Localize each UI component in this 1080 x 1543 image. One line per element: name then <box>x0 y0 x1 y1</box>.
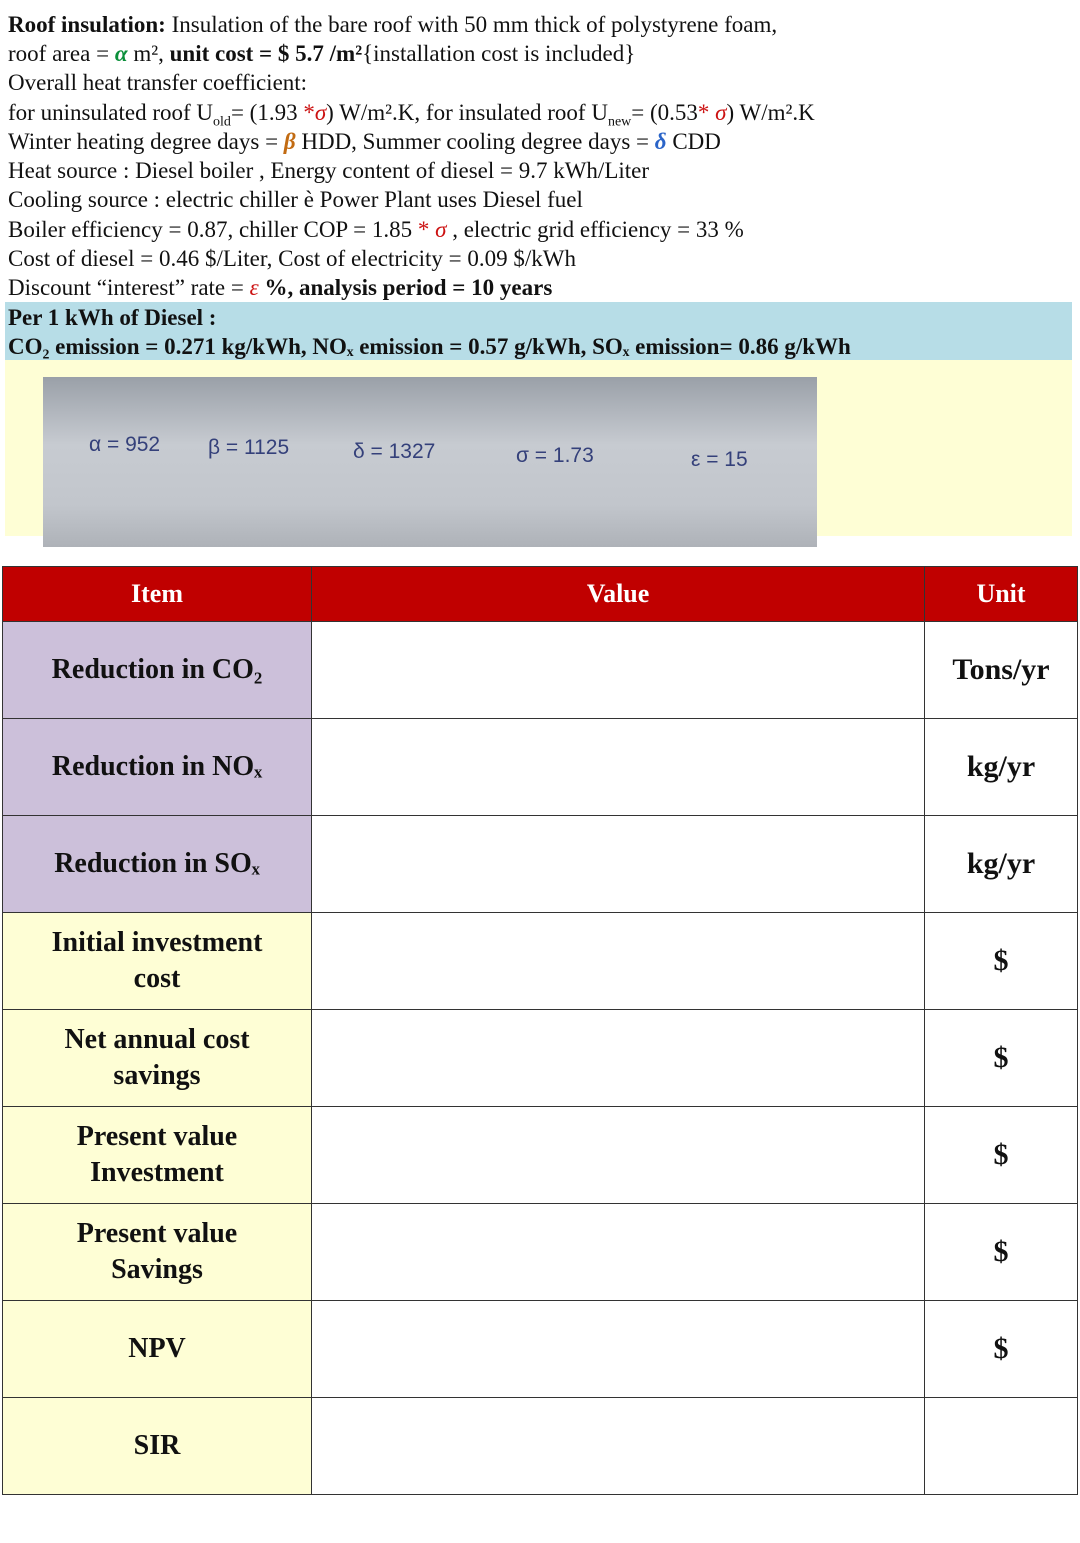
multiply-star: * <box>303 100 315 125</box>
u-old-label: for uninsulated roof U <box>8 100 214 125</box>
u-new-value: = (0.53 <box>631 100 698 125</box>
alpha-symbol: α <box>114 41 128 66</box>
problem-line-8 <box>8 215 744 244</box>
analysis-period: %, analysis period = 10 years <box>258 275 553 300</box>
u-old-subscript: old <box>213 114 231 130</box>
emission-title: Per 1 kWh of Diesel : <box>8 305 217 330</box>
roof-area-label: roof area = <box>8 41 115 66</box>
row-item: SIR <box>3 1398 312 1495</box>
problem-line-6: Heat source : Diesel boiler , Energy content of diesel = 9.7 kWh/Liter <box>8 158 650 183</box>
row-item: Reduction in SOₓ <box>3 816 312 913</box>
row-item-line-2: Savings <box>111 1254 203 1285</box>
problem-line-1-text: Insulation of the bare roof with 50 mm thick of polystyrene foam, <box>165 12 778 37</box>
delta-symbol: δ <box>654 129 667 154</box>
row-value[interactable] <box>312 719 925 816</box>
cdd-unit: CDD <box>666 129 721 154</box>
epsilon-value: ε = 15 <box>691 448 748 471</box>
beta-value: β = 1125 <box>208 436 290 459</box>
results-table <box>2 566 1078 1495</box>
u-new-unit: ) W/m².K <box>726 100 815 125</box>
installation-note: {installation cost is included} <box>362 41 636 66</box>
hdd-label: Winter heating degree days = <box>8 129 284 154</box>
problem-line-4 <box>8 98 815 130</box>
problem-line-7: Cooling source : electric chiller è Power Plant uses Diesel fuel <box>8 187 583 212</box>
problem-line-9: Cost of diesel = 0.46 $/Liter, Cost of electricity = 0.09 $/kWh <box>8 246 576 271</box>
problem-line-3: Overall heat transfer coefficient: <box>8 70 308 95</box>
table-row <box>3 1398 1078 1495</box>
efficiency-text: Boiler efficiency = 0.87, chiller COP = 1.85 <box>8 217 418 242</box>
row-item-line-1: Present value <box>76 1121 238 1152</box>
row-unit: $ <box>925 1204 1078 1301</box>
row-unit: $ <box>925 1107 1078 1204</box>
row-unit: $ <box>925 913 1078 1010</box>
row-unit: $ <box>925 1010 1078 1107</box>
header-value: Value <box>312 567 925 622</box>
row-item: Reduction in NOₓ <box>3 719 312 816</box>
unit-cost: unit cost = $ 5.7 /m² <box>169 41 363 66</box>
row-item <box>3 1107 312 1204</box>
emission-values: CO₂ emission = 0.271 kg/kWh, NOₓ emission = 0.57 g/kWh, SOₓ emission= 0.86 g/kWh <box>8 334 851 359</box>
table-row <box>3 816 1078 913</box>
table-row <box>3 1010 1078 1107</box>
multiply-star: * <box>417 217 430 242</box>
alpha-value: α = 952 <box>89 433 161 456</box>
table-row <box>3 913 1078 1010</box>
row-unit: kg/yr <box>925 719 1078 816</box>
row-item: Reduction in CO₂ <box>3 622 312 719</box>
row-value[interactable] <box>312 1010 925 1107</box>
table-row <box>3 1301 1078 1398</box>
row-unit: Tons/yr <box>925 622 1078 719</box>
row-value[interactable] <box>312 1301 925 1398</box>
u-old-value: = (1.93 <box>230 100 304 125</box>
row-value[interactable] <box>312 1107 925 1204</box>
row-item-line-1: Present value <box>76 1218 238 1249</box>
sigma-symbol: σ <box>709 100 727 125</box>
row-item-line-2: Investment <box>90 1157 224 1188</box>
roof-insulation-label: Roof insulation: <box>8 12 166 37</box>
grid-efficiency-text: , electric grid efficiency = 33 % <box>446 217 744 242</box>
sigma-symbol: σ <box>314 100 327 125</box>
beta-symbol: β <box>283 129 296 154</box>
delta-value: δ = 1327 <box>353 440 436 463</box>
row-item <box>3 1204 312 1301</box>
cdd-label: HDD, Summer cooling degree days = <box>295 129 655 154</box>
sigma-value: σ = 1.73 <box>516 444 594 467</box>
problem-line-1 <box>8 10 777 39</box>
table-row <box>3 719 1078 816</box>
roof-area-unit: m², <box>127 41 170 66</box>
row-value[interactable] <box>312 1204 925 1301</box>
problem-line-10 <box>8 273 552 302</box>
row-item-line-2: cost <box>133 963 181 994</box>
row-item <box>3 913 312 1010</box>
row-item-line-1: Net annual cost <box>64 1024 250 1055</box>
table-row <box>3 1204 1078 1301</box>
discount-label: Discount “interest” rate = <box>8 275 250 300</box>
row-item: NPV <box>3 1301 312 1398</box>
row-value[interactable] <box>312 622 925 719</box>
row-unit: $ <box>925 1301 1078 1398</box>
epsilon-symbol: ε <box>249 275 259 300</box>
row-value[interactable] <box>312 913 925 1010</box>
row-item <box>3 1010 312 1107</box>
parameter-photo <box>43 377 817 547</box>
table-header-row <box>3 567 1078 622</box>
u-new-label: ) W/m².K, for insulated roof U <box>326 100 608 125</box>
sigma-symbol: σ <box>429 217 447 242</box>
problem-line-5 <box>8 127 721 156</box>
row-value[interactable] <box>312 816 925 913</box>
u-new-subscript: new <box>607 114 632 130</box>
row-value[interactable] <box>312 1398 925 1495</box>
table-row <box>3 622 1078 719</box>
header-item: Item <box>3 567 312 622</box>
row-unit: kg/yr <box>925 816 1078 913</box>
table-row <box>3 1107 1078 1204</box>
multiply-star: * <box>697 100 710 125</box>
problem-line-2 <box>8 39 635 68</box>
header-unit: Unit <box>925 567 1078 622</box>
row-unit <box>925 1398 1078 1495</box>
row-item-line-1: Initial investment <box>51 927 263 958</box>
row-item-line-2: savings <box>113 1060 201 1091</box>
